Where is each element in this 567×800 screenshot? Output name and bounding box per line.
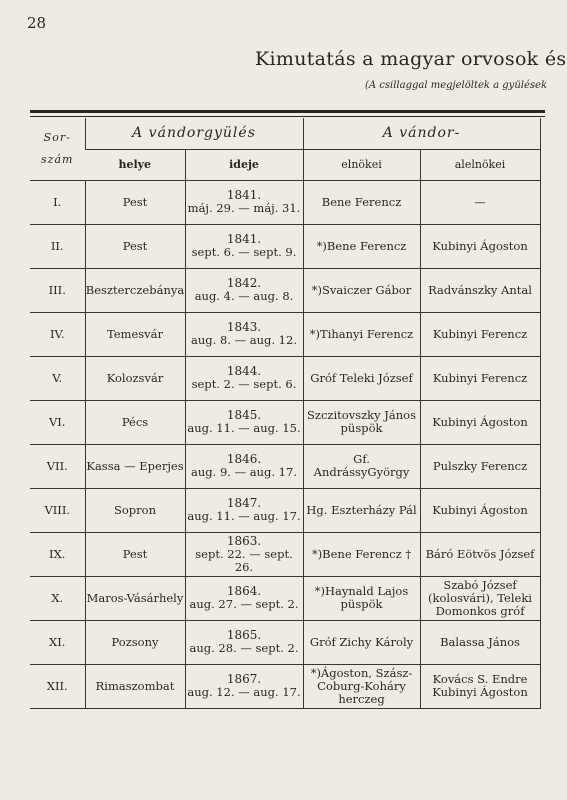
row-date: [185, 620, 303, 664]
row-year: 1844.: [226, 364, 262, 378]
row-date: [185, 224, 303, 268]
row-president: Gf. AndrássyGyörgy: [303, 444, 420, 488]
row-place: Sopron: [85, 488, 185, 532]
row-dates: sept. 2. — sept. 6.: [191, 377, 297, 391]
row-year: 1845.: [226, 408, 262, 422]
row-vice-president: Kubinyi Ágoston: [420, 224, 540, 268]
row-dates: aug. 11. — aug. 17.: [187, 509, 301, 523]
table-row: [30, 488, 540, 532]
row-place: Pest: [85, 224, 185, 268]
row-vice-president: Kovács S. Endre Kubinyi Ágoston: [420, 664, 540, 708]
row-vice-president: Báró Eötvös József: [420, 532, 540, 576]
row-number: XII.: [30, 664, 85, 708]
table-row: [30, 400, 540, 444]
row-president: *)Bene Ferencz †: [303, 532, 420, 576]
row-vice-president: —: [420, 180, 540, 224]
row-number: XI.: [30, 620, 85, 664]
row-date: [185, 180, 303, 224]
row-number: III.: [30, 268, 85, 312]
top-rule-thick: [30, 110, 545, 113]
row-president: Gróf Teleki József: [303, 356, 420, 400]
row-vice-president: Kubinyi Ferencz: [420, 356, 540, 400]
row-date: [185, 444, 303, 488]
row-number: VII.: [30, 444, 85, 488]
row-number: II.: [30, 224, 85, 268]
row-number: VIII.: [30, 488, 85, 532]
row-president: *)Haynald Lajos püspök: [303, 576, 420, 620]
row-number: IV.: [30, 312, 85, 356]
row-date: [185, 312, 303, 356]
row-dates: sept. 22. — sept. 26.: [195, 546, 293, 574]
row-vice-president: Kubinyi Ferencz: [420, 312, 540, 356]
row-place: Temesvár: [85, 312, 185, 356]
row-place: Maros-Vásárhely: [85, 576, 185, 620]
row-year: 1841.: [226, 188, 262, 202]
row-president: Szczitovszky János püspök: [303, 400, 420, 444]
table-row: [30, 224, 540, 268]
header-group-vandorgyules: A vándorgyülés: [85, 118, 303, 149]
row-year: 1867.: [226, 672, 262, 686]
row-president: *)Tihanyi Ferencz: [303, 312, 420, 356]
row-date: [185, 664, 303, 708]
row-dates: aug. 9. — aug. 17.: [191, 465, 297, 479]
row-president: *)Ágoston, Szász-Coburg-Koháry herczeg: [303, 664, 420, 708]
header-sorszam: Sor- szám: [30, 118, 85, 180]
row-dates: máj. 29. — máj. 31.: [187, 201, 301, 215]
row-date: [185, 356, 303, 400]
row-vice-president: Kubinyi Ágoston: [420, 400, 540, 444]
row-president: *)Svaiczer Gábor: [303, 268, 420, 312]
row-president: Bene Ferencz: [303, 180, 420, 224]
row-number: V.: [30, 356, 85, 400]
row-number: IX.: [30, 532, 85, 576]
row-place: Pest: [85, 532, 185, 576]
row-vice-president: Szabó József (kolosvári), Teleki Domonkos gróf: [420, 576, 540, 620]
row-place: Beszterczebánya: [85, 268, 185, 312]
table-row: [30, 444, 540, 488]
header-helye: helye: [85, 149, 185, 180]
page-title: Kimutatás a magyar orvosok és: [255, 48, 567, 70]
row-date: [185, 532, 303, 576]
congress-table: [30, 118, 541, 709]
row-number: VI.: [30, 400, 85, 444]
row-president: Hg. Eszterházy Pál: [303, 488, 420, 532]
row-year: 1841.: [226, 232, 262, 246]
row-year: 1847.: [226, 496, 262, 510]
row-number: I.: [30, 180, 85, 224]
row-vice-president: Radvánszky Antal: [420, 268, 540, 312]
top-rule-thin: [30, 116, 545, 117]
page-number: 28: [27, 14, 47, 32]
table-row: [30, 268, 540, 312]
row-year: 1864.: [226, 584, 262, 598]
row-president: Gróf Zichy Károly: [303, 620, 420, 664]
row-place: Pécs: [85, 400, 185, 444]
row-place: Pest: [85, 180, 185, 224]
row-year: 1865.: [226, 628, 262, 642]
header-group-vandor: A vándor-: [303, 118, 540, 149]
row-place: Kassa — Eperjes: [85, 444, 185, 488]
row-vice-president: Pulszky Ferencz: [420, 444, 540, 488]
row-date: [185, 400, 303, 444]
row-year: 1863.: [226, 533, 262, 548]
table-row: [30, 180, 540, 224]
table-row: [30, 620, 540, 664]
header-elnokei: elnökei: [303, 149, 420, 180]
row-president: *)Bene Ferencz: [303, 224, 420, 268]
row-vice-president: Kubinyi Ágoston: [420, 488, 540, 532]
row-place: Kolozsvár: [85, 356, 185, 400]
row-dates: aug. 11. — aug. 15.: [187, 421, 301, 435]
row-place: Pozsony: [85, 620, 185, 664]
header-ideje: ideje: [185, 149, 303, 180]
row-date: [185, 576, 303, 620]
row-place: Rimaszombat: [85, 664, 185, 708]
row-dates: aug. 4. — aug. 8.: [194, 289, 294, 303]
row-dates: sept. 6. — sept. 9.: [191, 245, 297, 259]
table-row: [30, 312, 540, 356]
page-subtitle: (A csillaggal megjelöltek a gyülések: [365, 80, 548, 91]
row-dates: aug. 12. — aug. 17.: [187, 685, 301, 699]
table-row: [30, 532, 540, 576]
row-number: X.: [30, 576, 85, 620]
row-dates: aug. 28. — sept. 2.: [189, 641, 299, 655]
table-row: [30, 356, 540, 400]
row-year: 1846.: [226, 452, 262, 466]
table-row: [30, 576, 540, 620]
row-year: 1843.: [226, 320, 262, 334]
row-date: [185, 488, 303, 532]
row-dates: aug. 8. — aug. 12.: [191, 333, 297, 347]
row-date: [185, 268, 303, 312]
header-alelnokei: alelnökei: [420, 149, 540, 180]
row-year: 1842.: [226, 276, 262, 290]
row-dates: aug. 27. — sept. 2.: [189, 597, 299, 611]
row-vice-president: Balassa János: [420, 620, 540, 664]
table-row: [30, 664, 540, 708]
